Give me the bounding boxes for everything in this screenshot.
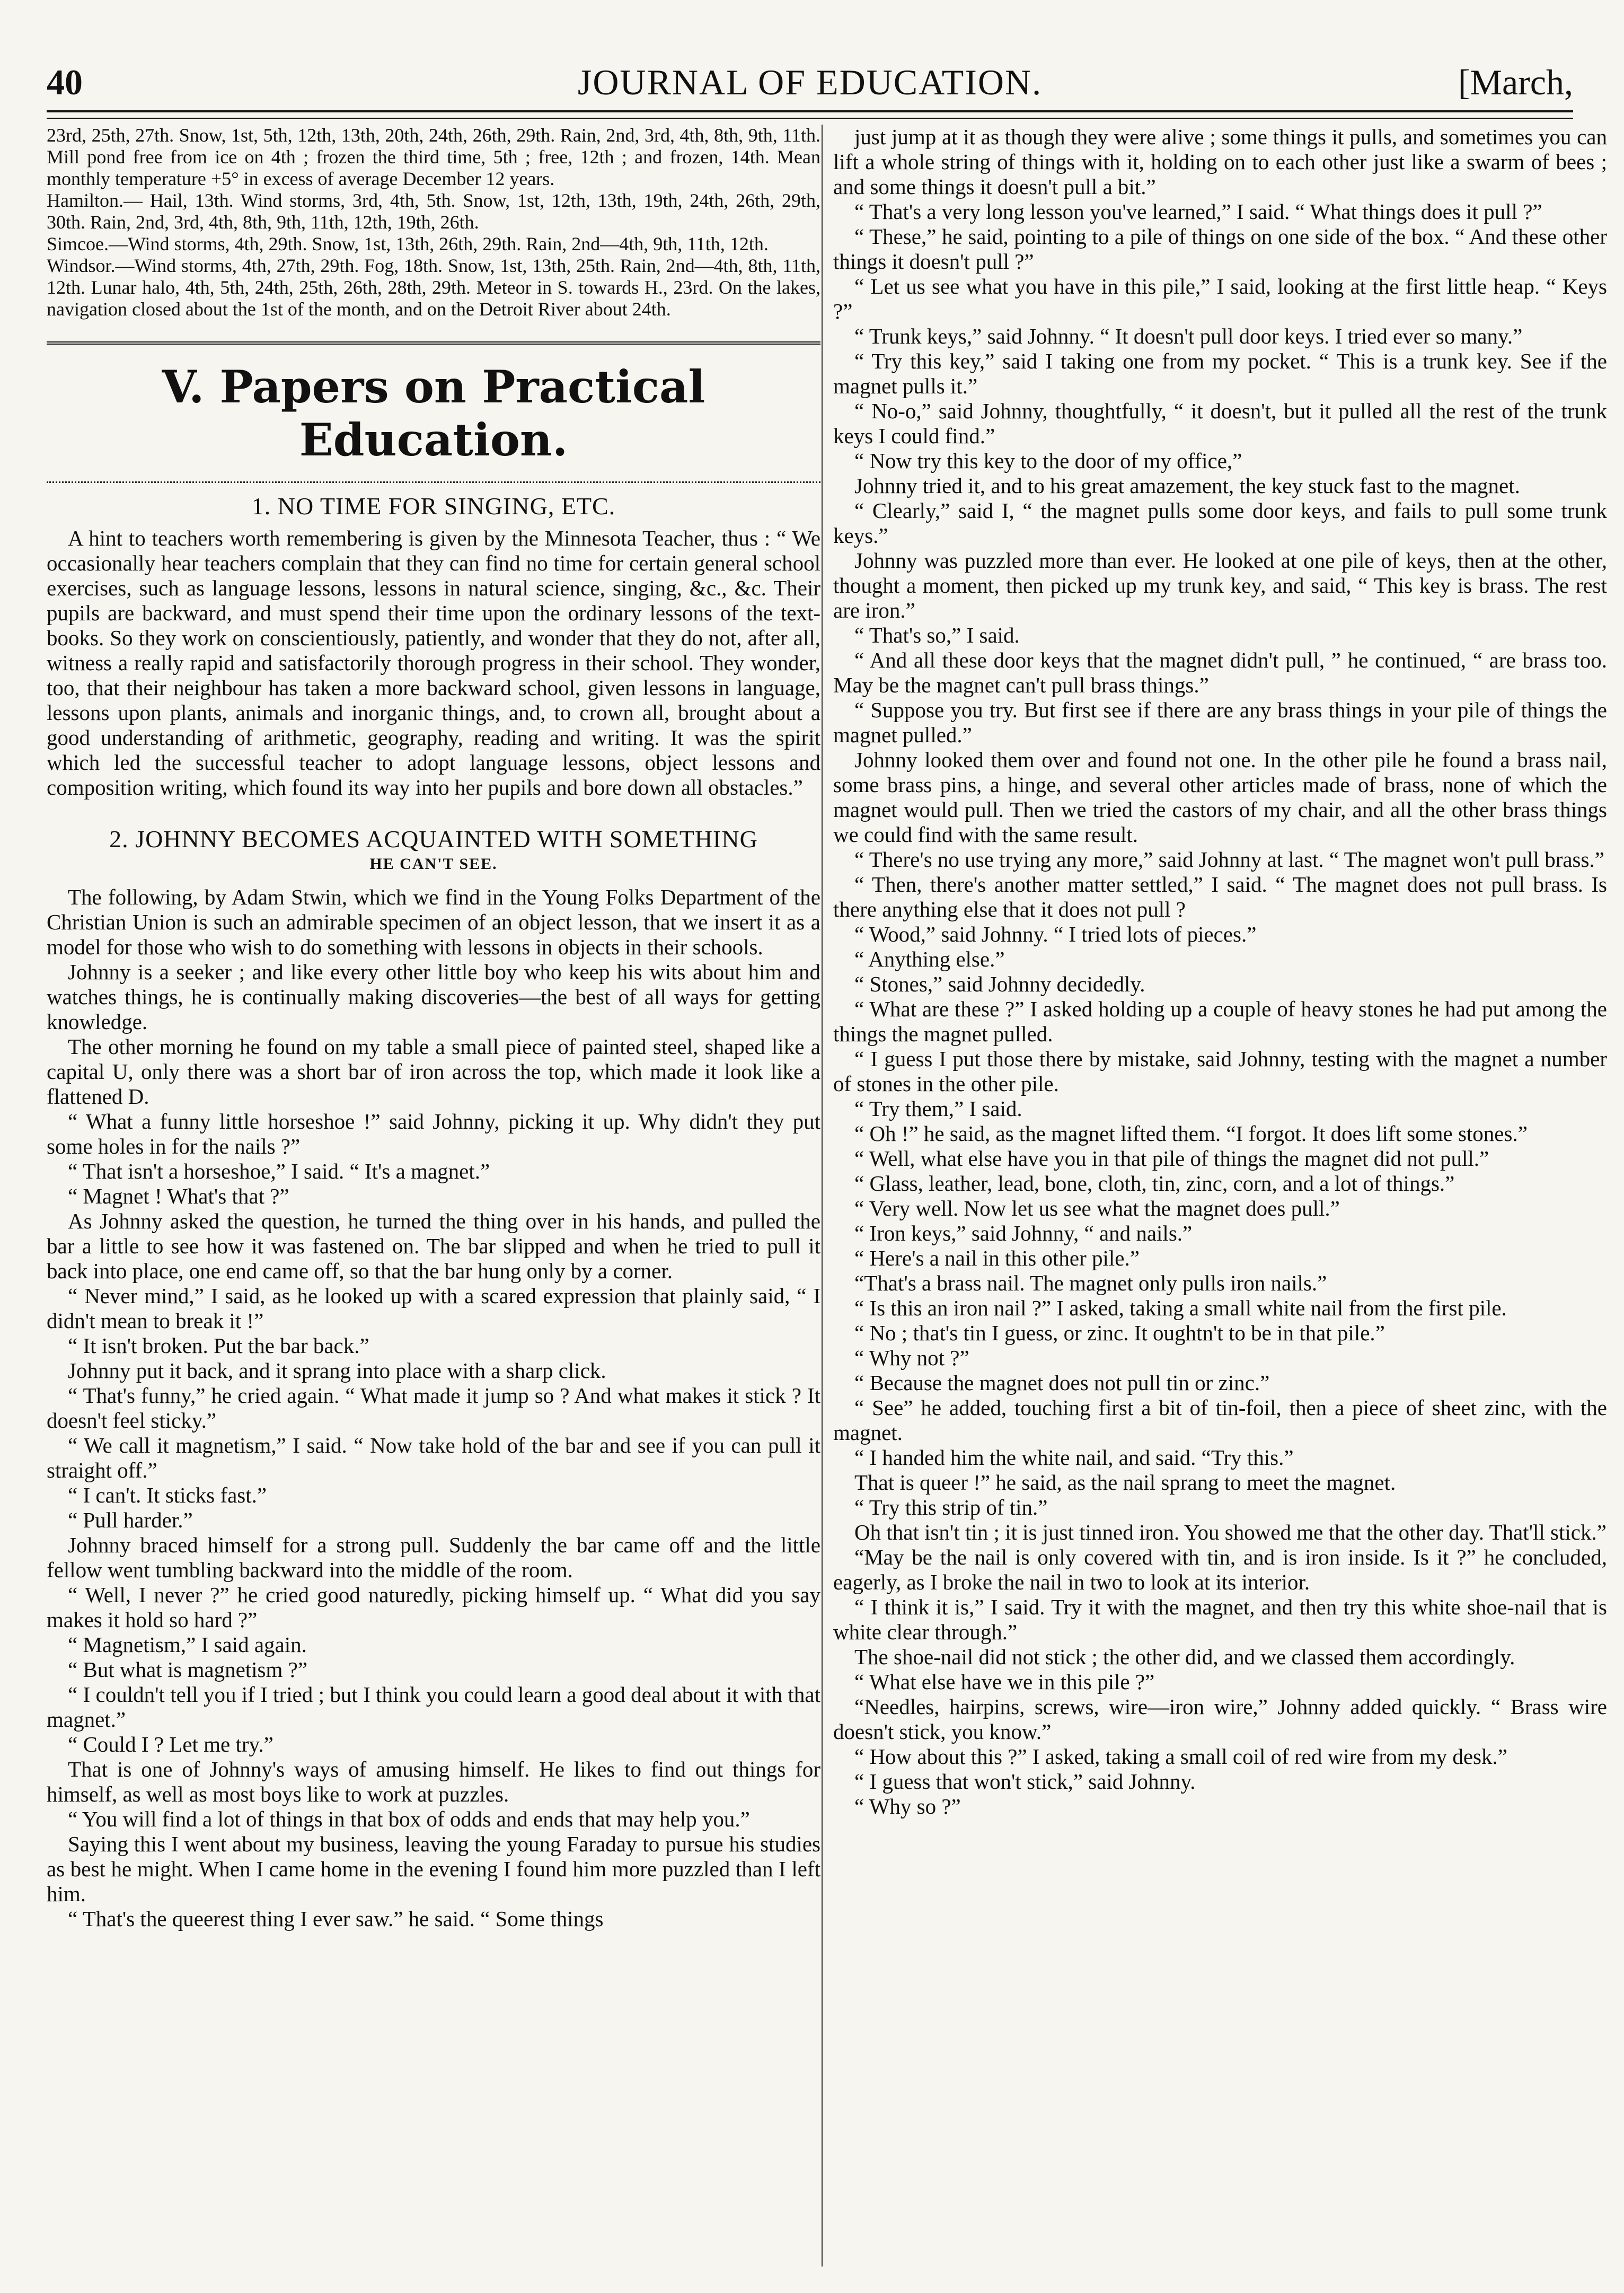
- article-paragraph: “May be the nail is only covered with tin, and is iron inside. Is it ?” he concluded, eagerly, as I broke the nail in two to look at its interior.: [833, 1545, 1607, 1594]
- weather-report: [47, 125, 820, 320]
- article-paragraph: “ Well, what else have you in that pile of things the magnet did not pull.”: [854, 1146, 1489, 1171]
- article-paragraph: “ What else have we in this pile ?”: [854, 1670, 1155, 1694]
- article-paragraph: The shoe-nail did not stick ; the other did, and we classed them accordingly.: [854, 1645, 1515, 1669]
- article-paragraph: “ Try this key,” said I taking one from my pocket. “ This is a trunk key. See if the magnet pulls it.”: [833, 349, 1607, 398]
- article-paragraph: “ Try this strip of tin.”: [854, 1495, 1048, 1519]
- article-paragraph: As Johnny asked the question, he turned the thing over in his hands, and pulled the bar a little to see how it was fastened on. The bar slipped and when he tried to pull it back into place, one end came off, so that the bar hung only by a corner.: [47, 1209, 820, 1283]
- article-paragraph: Johnny looked them over and found not one. In the other pile he found a brass nail, some brass pins, a hinge, and several other articles made of brass, none of which the magnet would pull. Then we tried the castors of my chair, and all the other brass things we could find with the same result.: [833, 748, 1607, 847]
- article-paragraph: Saying this I went about my business, leaving the young Faraday to pursue his studies as best he might. When I came home in the evening I found him more puzzled than I left him.: [47, 1832, 820, 1906]
- article-paragraph: “ See” he added, touching first a bit of tin-foil, then a piece of sheet zinc, with the magnet.: [833, 1395, 1607, 1445]
- article-paragraph: “ That's funny,” he cried again. “ What made it jump so ? And what makes it stick ? It doesn't feel sticky.”: [47, 1383, 820, 1433]
- article-paragraph: Johnny tried it, and to his great amazement, the key stuck fast to the magnet.: [854, 473, 1520, 498]
- article-body-continued: [833, 125, 1607, 1819]
- article-paragraph: A hint to teachers worth remembering is given by the Minnesota Teacher, thus : “ We occasionally hear teachers complain that they can find no time for certain general school exercises, such as language lessons, lessons in natural science, singing, &c., &c. Their pupils are backward, and must spend their time upon the ordinary lessons of the text-books. So they work on conscientiously, patiently, and wonder that they do not, after all, witness a really rapid and satisfactorily thorough progress in their school. They wonder, too, that their neighbour has taken a more backward school, given lessons in language, lessons upon plants, animals and inorganic things, and, to crown all, brought about a good understanding of arithmetic, geography, reading and writing. It was the spirit which led the successful teacher to adopt language lessons, object lessons and composition writing, which found its way into her pupils and bore down all obstacles.”: [47, 526, 820, 800]
- article-paragraph: “ What a funny little horseshoe !” said Johnny, picking it up. Why didn't they put some holes in for the nails ?”: [47, 1109, 820, 1158]
- article-paragraph: “ No-o,” said Johnny, thoughtfully, “ it doesn't, but it pulled all the rest of the trunk keys I could find.”: [833, 399, 1607, 448]
- article-paragraph: “ What are these ?” I asked holding up a couple of heavy stones he had put among the things the magnet pulled.: [833, 997, 1607, 1046]
- article-paragraph: “ Magnetism,” I said again.: [68, 1632, 307, 1657]
- article-paragraph: The following, by Adam Stwin, which we find in the Young Folks Department of the Christian Union is such an admirable specimen of an object lesson, that we insert it as a model for those who wish to do something with lessons in objects in their schools.: [47, 885, 820, 959]
- article-paragraph: “ Now try this key to the door of my office,”: [854, 449, 1242, 473]
- header-rule: [47, 110, 1573, 119]
- article-paragraph: Johnny put it back, and it sprang into place with a sharp click.: [68, 1358, 606, 1383]
- article-paragraph: That is queer !” he said, as the nail sprang to meet the magnet.: [854, 1470, 1396, 1495]
- article-paragraph: “ Let us see what you have in this pile,” I said, looking at the first little heap. “ Keys ?”: [833, 274, 1607, 323]
- article-title: 2. JOHNNY BECOMES ACQUAINTED WITH SOMETHING: [109, 825, 758, 853]
- weather-paragraph: Windsor.—Wind storms, 4th, 27th, 29th. Fog, 18th. Snow, 1st, 13th, 25th. Rain, 2nd—4th, 8th, 11th, 12th. Lunar halo, 4th, 5th, 24th, 25th, 26th, 28th, 29th. Meteor in S. towards H., 23rd. On the lakes, navigation closed about the 1st of the month, and on the Detroit River about 24th.: [47, 255, 820, 320]
- article-paragraph: “ Magnet ! What's that ?”: [68, 1184, 289, 1208]
- article-paragraph: “ Wood,” said Johnny. “ I tried lots of pieces.”: [854, 922, 1257, 946]
- article-paragraph: “ That's the queerest thing I ever saw.” he said. “ Some things: [68, 1907, 604, 1931]
- article-paragraph: “ No ; that's tin I guess, or zinc. It oughtn't to be in that pile.”: [854, 1321, 1385, 1345]
- wavy-divider: [47, 472, 820, 483]
- article-paragraph: “ Here's a nail in this other pile.”: [854, 1246, 1140, 1270]
- article-paragraph: “ Anything else.”: [854, 947, 1005, 971]
- journal-title: JOURNAL OF EDUCATION.: [577, 62, 1043, 102]
- article-paragraph: “Needles, hairpins, screws, wire—iron wire,” Johnny added quickly. “ Brass wire doesn't stick, you know.”: [833, 1694, 1607, 1744]
- article-paragraph: The other morning he found on my table a small piece of painted steel, shaped like a capital U, only there was a short bar of iron across the top, which made it look like a flattened D.: [47, 1034, 820, 1109]
- article-title: 1. NO TIME FOR SINGING, ETC.: [251, 493, 616, 520]
- article-paragraph: “ Pull harder.”: [68, 1508, 193, 1532]
- article-paragraph: Johnny is a seeker ; and like every other little boy who keep his wits about him and watches things, he is continually making discoveries—the best of all ways for getting knowledge.: [47, 960, 820, 1034]
- article-paragraph: “ I guess I put those there by mistake, said Johnny, testing with the magnet a number of stones in the other pile.: [833, 1047, 1607, 1096]
- article-paragraph: “ Suppose you try. But first see if there are any brass things in your pile of things the magnet pulled.”: [833, 698, 1607, 747]
- article-paragraph: “ Try them,” I said.: [854, 1096, 1022, 1121]
- weather-paragraph: Hamilton.— Hail, 13th. Wind storms, 3rd, 4th, 5th. Snow, 1st, 12th, 13th, 19th, 24th, 26th, 29th, 30th. Rain, 2nd, 3rd, 4th, 8th, 9th, 11th, 12th, 19th, 26th.: [47, 190, 820, 233]
- article-paragraph: “ Is this an iron nail ?” I asked, taking a small white nail from the first pile.: [854, 1296, 1507, 1320]
- article-subtitle: HE CAN'T SEE.: [369, 855, 498, 873]
- article-paragraph: “ Why not ?”: [854, 1346, 969, 1370]
- article-paragraph: “ That's a very long lesson you've learned,” I said. “ What things does it pull ?”: [854, 199, 1542, 224]
- running-header: [47, 58, 1573, 106]
- article-paragraph: “ I guess that won't stick,” said Johnny.: [854, 1769, 1196, 1794]
- weather-paragraph: 23rd, 25th, 27th. Snow, 1st, 5th, 12th, 13th, 20th, 24th, 26th, 29th. Rain, 2nd, 3rd, 4th, 8th, 9th, 11th. Mill pond free from ice on 4th ; frozen the third time, 5th ; free, 12th ; and frozen, 14th. Mean monthly temperature +5° in excess of average December 12 years.: [47, 125, 820, 189]
- article-body: [47, 885, 820, 1931]
- article-paragraph: “ That isn't a horseshoe,” I said. “ It's a magnet.”: [68, 1159, 490, 1183]
- article-paragraph: “ Never mind,” I said, as he looked up with a scared expression that plainly said, “ I didn't mean to break it !”: [47, 1284, 820, 1333]
- article-paragraph: That is one of Johnny's ways of amusing himself. He likes to find out things for himself, as well as most boys like to work at puzzles.: [47, 1757, 820, 1806]
- article-paragraph: “ I handed him the white nail, and said. “Try this.”: [854, 1445, 1294, 1470]
- left-column: [47, 125, 820, 2266]
- column-divider: [822, 125, 823, 2266]
- article-paragraph: “ I think it is,” I said. Try it with the magnet, and then try this white shoe-nail that is white clear through.”: [833, 1595, 1607, 1644]
- article-paragraph: “ You will find a lot of things in that box of odds and ends that may help you.”: [68, 1807, 750, 1831]
- page-number: 40: [47, 62, 83, 102]
- weather-paragraph: Simcoe.—Wind storms, 4th, 29th. Snow, 1st, 13th, 26th, 29th. Rain, 2nd—4th, 9th, 11th, 12th.: [47, 233, 769, 254]
- article-paragraph: “ That's so,” I said.: [854, 623, 1020, 647]
- article-paragraph: Oh that isn't tin ; it is just tinned iron. You showed me that the other day. That'll stick.”: [854, 1520, 1607, 1544]
- article-paragraph: “ Well, I never ?” he cried good naturedly, picking himself up. “ What did you say makes it hold so hard ?”: [47, 1583, 820, 1632]
- article-paragraph: “ Glass, leather, lead, bone, cloth, tin, zinc, corn, and a lot of things.”: [854, 1171, 1455, 1196]
- article-paragraph: “ Then, there's another matter settled,” I said. “ The magnet does not pull brass. Is there anything else that it does not pull ?: [833, 872, 1607, 921]
- article-paragraph: Johnny braced himself for a strong pull. Suddenly the bar came off and the little fellow went tumbling backward into the middle of the room.: [47, 1533, 820, 1582]
- article-paragraph: “ It isn't broken. Put the bar back.”: [68, 1333, 369, 1358]
- article-paragraph: “ But what is magnetism ?”: [68, 1657, 308, 1682]
- article-paragraph: “ Oh !” he said, as the magnet lifted them. “I forgot. It does lift some stones.”: [854, 1121, 1528, 1146]
- article-paragraph: “ Clearly,” said I, “ the magnet pulls some door keys, and fails to pull some trunk keys.”: [833, 498, 1607, 548]
- article-paragraph: “ Because the magnet does not pull tin or zinc.”: [854, 1370, 1270, 1395]
- article-paragraph: just jump at it as though they were alive ; some things it pulls, and sometimes you can lift a whole string of things with it, holding on to each other just like a swarm of bees ; and some things it doesn't pull a bit.”: [833, 125, 1607, 199]
- article-paragraph: “ Could I ? Let me try.”: [68, 1732, 273, 1756]
- article-paragraph: “ Trunk keys,” said Johnny. “ It doesn't pull door keys. I tried ever so many.”: [854, 324, 1523, 348]
- right-column: [833, 125, 1607, 2266]
- article-paragraph: “ And all these door keys that the magnet didn't pull, ” he continued, “ are brass too. May be the magnet can't pull brass things.”: [833, 648, 1607, 697]
- article-paragraph: “ I can't. It sticks fast.”: [68, 1483, 267, 1507]
- article-paragraph: “ There's no use trying any more,” said Johnny at last. “ The magnet won't pull brass.”: [854, 847, 1604, 872]
- article-paragraph: “ Stones,” said Johnny decidedly.: [854, 972, 1145, 996]
- article-paragraph: “ I couldn't tell you if I tried ; but I think you could learn a good deal about it with that magnet.”: [47, 1682, 820, 1732]
- article-paragraph: “ Iron keys,” said Johnny, “ and nails.”: [854, 1221, 1193, 1245]
- month-label: [March,: [1458, 62, 1573, 102]
- article-paragraph: “ Very well. Now let us see what the magnet does pull.”: [854, 1196, 1340, 1220]
- article-paragraph: Johnny was puzzled more than ever. He looked at one pile of keys, then at the other, thought a moment, then picked up my trunk key, and said, “ This key is brass. The rest are iron.”: [833, 548, 1607, 622]
- article-paragraph: “That's a brass nail. The magnet only pulls iron nails.”: [854, 1271, 1327, 1295]
- section-heading: V. Papers on Practical Education.: [47, 341, 820, 467]
- article-paragraph: “ We call it magnetism,” I said. “ Now take hold of the bar and see if you can pull it straight off.”: [47, 1433, 820, 1482]
- article-paragraph: “ These,” he said, pointing to a pile of things on one side of the box. “ And these other things it doesn't pull ?”: [833, 224, 1607, 274]
- article-paragraph: “ Why so ?”: [854, 1794, 961, 1818]
- article-paragraph: “ How about this ?” I asked, taking a small coil of red wire from my desk.”: [854, 1744, 1507, 1769]
